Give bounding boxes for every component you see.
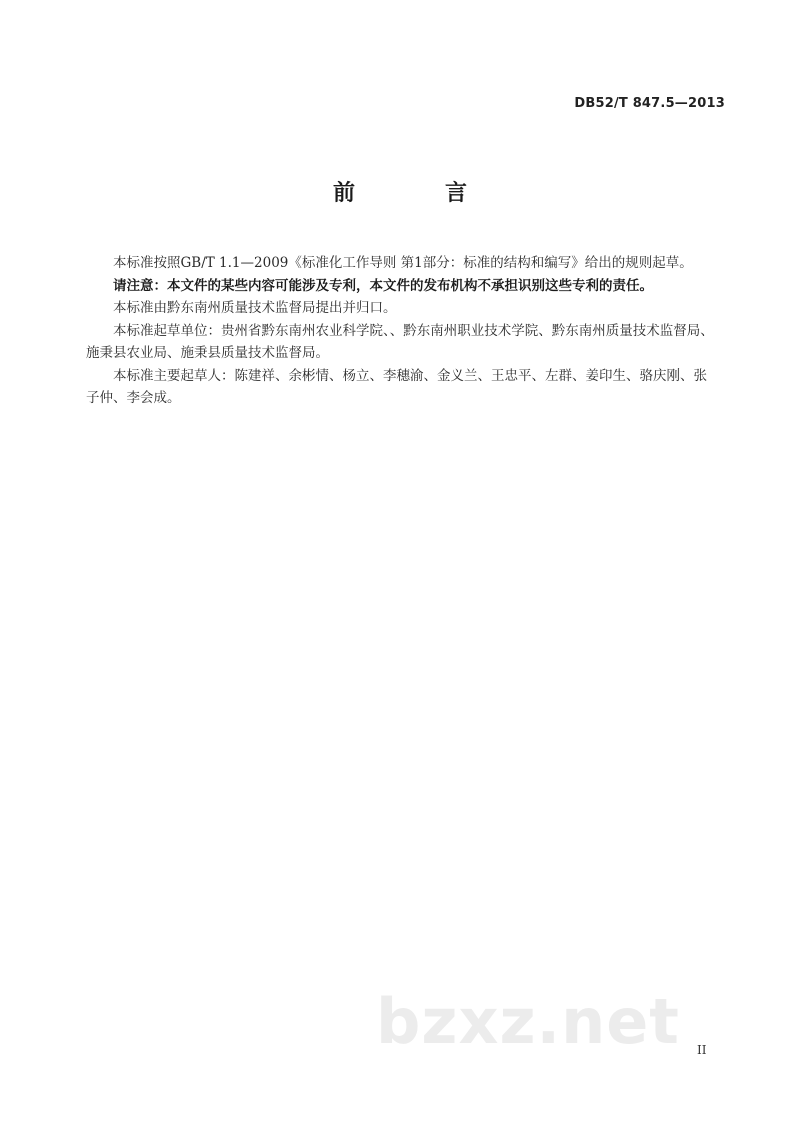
paragraph-drafting-rules: 本标准按照GB/T 1.1—2009《标准化工作导则 第1部分：标准的结构和编写》给出的规则起草。 bbox=[113, 255, 693, 271]
patent-notice: 请注意：本文件的某些内容可能涉及专利，本文件的发布机构不承担识别这些专利的责任。 bbox=[113, 277, 653, 294]
standard-code: DB52/T 847.5—2013 bbox=[574, 96, 725, 111]
page-title: 前 言 bbox=[332, 181, 501, 206]
paragraph-drafting-units: 本标准起草单位：贵州省黔东南州农业科学院、、黔东南州职业技术学院、黔东南州质量技术监督局、施秉县农业局、施秉县质量技术监督局。 bbox=[86, 322, 714, 361]
foreword-body bbox=[86, 252, 716, 410]
paragraph-proposer: 本标准由黔东南州质量技术监督局提出并归口。 bbox=[113, 300, 397, 316]
paragraph-drafters: 本标准主要起草人：陈建祥、余彬情、杨立、李穗渝、金义兰、王忠平、左群、姜印生、骆庆刚、张子仲、李会成。 bbox=[86, 367, 707, 406]
page-number: II bbox=[697, 1043, 707, 1057]
watermark: bzxz.net bbox=[376, 985, 680, 1058]
